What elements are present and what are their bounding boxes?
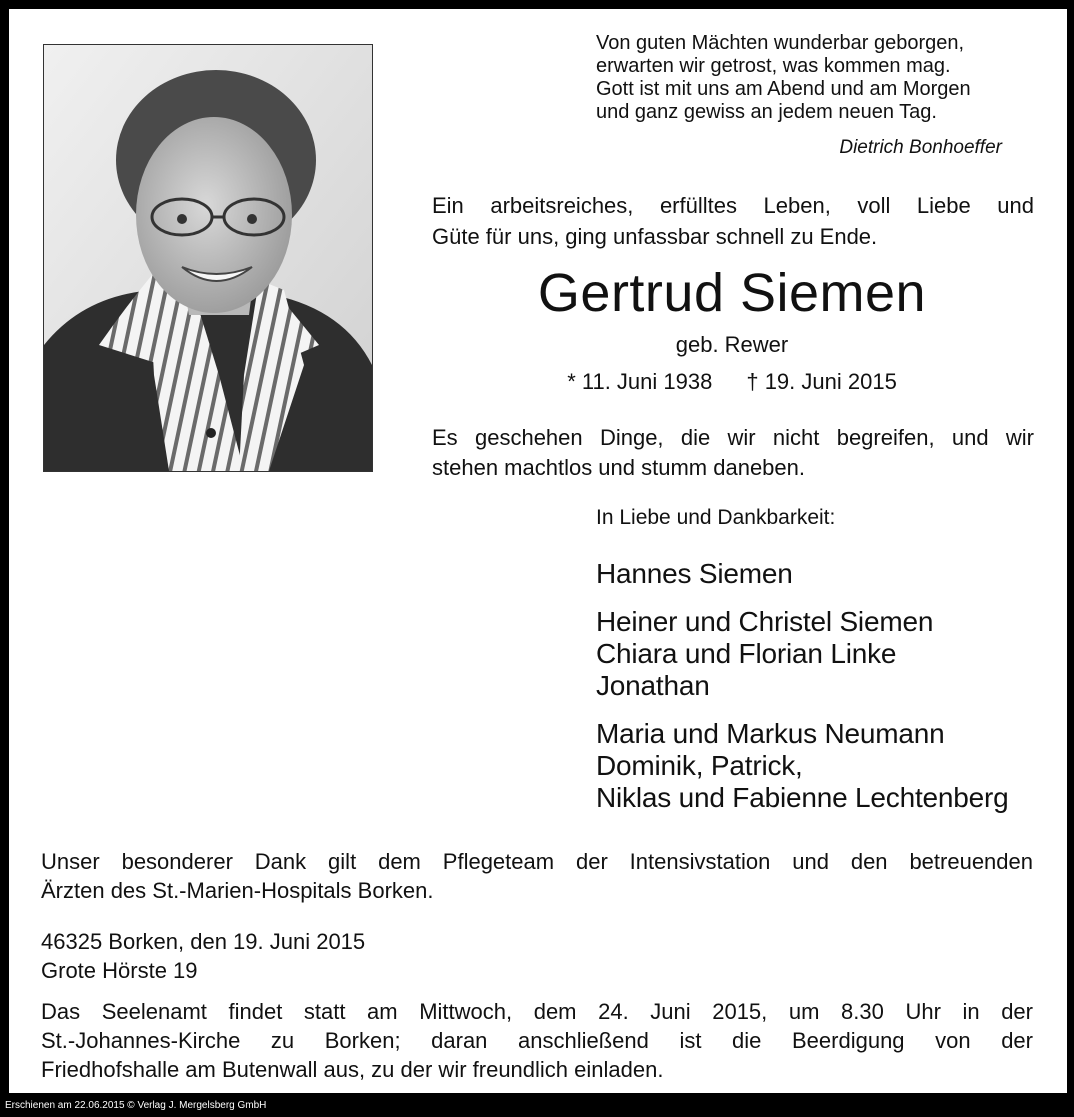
mourner-name: Chiara und Florian Linke bbox=[596, 638, 897, 669]
birth-name: geb. Rewer bbox=[675, 332, 789, 357]
bonhoeffer-quote bbox=[596, 32, 1036, 124]
mourner-name: Jonathan bbox=[596, 670, 710, 701]
portrait-photo bbox=[43, 44, 373, 472]
birth-date: * 11. Juni 1938 bbox=[567, 369, 713, 394]
quote-line: Von guten Mächten wunderbar geborgen, bbox=[596, 32, 965, 54]
service-line: Das Seelenamt findet statt am Mittwoch, dem 24. Juni 2015, um 8.30 Uhr in der bbox=[41, 999, 1033, 1024]
service-line: St.-Johannes-Kirche zu Borken; daran anschließend ist die Beerdigung von der bbox=[41, 1028, 1033, 1053]
mourner-name: Maria und Markus Neumann bbox=[596, 718, 945, 749]
mourners-heading: In Liebe und Dankbarkeit: bbox=[596, 506, 836, 529]
reflection-line: stehen machtlos und stumm daneben. bbox=[432, 455, 806, 480]
intro-line: Ein arbeitsreiches, erfülltes Leben, voll Liebe und bbox=[432, 193, 1034, 218]
quote-line: und ganz gewiss an jedem neuen Tag. bbox=[596, 101, 937, 123]
address-line: Grote Hörste 19 bbox=[41, 958, 198, 983]
mourner-name: Dominik, Patrick, bbox=[596, 750, 803, 781]
intro-line: Güte für uns, ging unfassbar schnell zu Ende. bbox=[432, 224, 878, 249]
mourner-name: Heiner und Christel Siemen bbox=[596, 606, 934, 637]
mourner-name: Niklas und Fabienne Lechtenberg bbox=[596, 782, 1009, 813]
mourner-group bbox=[596, 606, 933, 702]
quote-author: Dietrich Bonhoeffer bbox=[839, 137, 1002, 158]
life-dates bbox=[430, 369, 1034, 395]
address-line: 46325 Borken, den 19. Juni 2015 bbox=[41, 929, 366, 954]
death-date: † 19. Juni 2015 bbox=[746, 369, 897, 394]
gratitude-line: Ärzten des St.-Marien-Hospitals Borken. bbox=[41, 878, 434, 903]
mourner-name: Hannes Siemen bbox=[596, 558, 793, 589]
mourner-group bbox=[596, 718, 1009, 814]
deceased-name: Gertrud Siemen bbox=[537, 263, 927, 323]
reflection-line: Es geschehen Dinge, die wir nicht begreifen, und wir bbox=[432, 425, 1034, 450]
gratitude-line: Unser besonderer Dank gilt dem Pflegeteam der Intensivstation und den betreuenden bbox=[41, 849, 1033, 874]
publication-footer: Erschienen am 22.06.2015 © Verlag J. Mergelsberg GmbH bbox=[5, 1100, 267, 1111]
service-line: Friedhofshalle am Butenwall aus, zu der wir freundlich einladen. bbox=[41, 1057, 664, 1082]
mourner-group bbox=[596, 558, 793, 590]
quote-line: Gott ist mit uns am Abend und am Morgen bbox=[596, 78, 971, 100]
quote-line: erwarten wir getrost, was kommen mag. bbox=[596, 55, 951, 77]
